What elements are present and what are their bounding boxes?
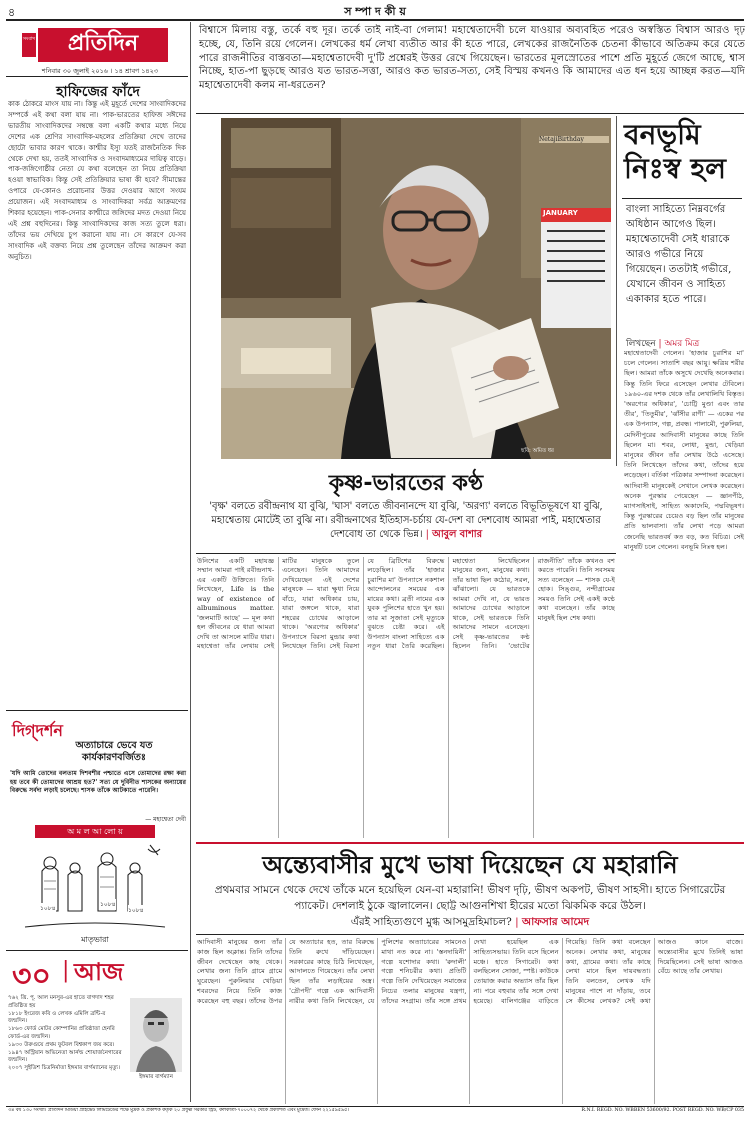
portrait-caption: ইঙ্গমার বার্গম্যান xyxy=(139,1074,173,1080)
bottom-rule-2 xyxy=(196,934,744,935)
calendar-top-text: NetajiBirthday xyxy=(539,136,609,143)
left-column-body: কাক ঠোকরে মাংস যায় না। কিন্তু এই মুহূর্তে দেশের সাংবাদিকদের সম্পর্কে এই কথা বলা যায় না। পাক-ভারতের হাফিজ সঈদের ভারতীয় সাংবাদিকদের সম্বন্ধে বলা একটি কথার মধ্যে নিয়ে দেশের এক শ্রেণির সাংবাদিক-মহলের প্রতিক্রিয়া দেখে তাদের ছোটো ভাবার কারণ থাকে। কাশ্মীর ইস্যু যতই রাজনৈতিক দিক থেকে দেখা হয়, ততই সাংবাদিক ও সংবাদমাধ্যমের দায়িত্ব বাড়ে। পাক-জঙ্গিগোষ্ঠীর নেতা যে কথা বলেছেন তা নিয়ে প্রতিক্রিয়া হওয়া স্বাভাবিক। কিন্তু সেই প্রতিক্রিয়ার ভাষা কী হবে? সীমান্তের ওপারে যে-কোনও প্ররোচনার উত্তর দেওয়ার আগে সংযম প্রয়োজন। এই সংবাদমাধ্যম ও সাংবাদিকরা সর্বত্র আক্রমণের শিকার হয়েছেন। পাক-সেনার কাশ্মীরে জঙ্গিদের মদত দেওয়া নিয়ে এই প্রশ্ন বহুদিনের। কিন্তু সাংবাদিকদের কাজ সত্য তুলে ধরা। তাঁদের ভয় দেখিয়ে চুপ করানো যায় না। সে কারণে যে-সব সাংবাদিক এই বক্তব্য নিয়ে প্রশ্ন তুলেছেন তাঁদের আক্রমণ করা অনুচিত। xyxy=(8,100,186,261)
mid-byline: আবুল বাশার xyxy=(432,528,482,540)
footer-rule xyxy=(6,1106,744,1107)
cartoon-header: অ ম ল আ লো য় xyxy=(35,825,155,838)
calendar-month: JANUARY xyxy=(543,209,578,217)
event-item: ১৯৩০ উরুগুয়ে প্রথম ফুটবল বিশ্বকাপ জয় করে। xyxy=(8,1041,115,1048)
bottom-article-title: অন্ত্যেবাসীর মুখে ভাষা দিয়েছেন যে মহারানি xyxy=(262,851,678,879)
masthead-date: শনিবার ৩০ জুলাই ২০১৬ । ১৪ শ্রাবণ ১৪২৩ xyxy=(41,67,159,75)
right-column-title-2: নিঃস্ব হল xyxy=(624,152,727,185)
right-column-title-1: বনভূমি xyxy=(624,118,701,151)
digdarshan-quote-author: — মহাশ্বেতা দেবী xyxy=(145,816,186,823)
digdarshan-subtitle: অত্যাচারে ভেবে যত কার্যকারণবর্জিতঃ xyxy=(75,740,153,763)
mid-article-body: উনিশের একটি মহাযজ্ঞ সম্মান আমরা পাই রবীন্দ্রনাথ-এর একটি উক্তিতে। তিনি লিখেছেন, Life is the way of existence of albuminous matter. 'জলমাটি আছে' — মূল কথা হল জীবনের যে ধারা আমরা দেখি তা আসলে মাটির ধারা। মহাশ্বেতা তাঁর লেখায় সেই মাটির মানুষকে তুলে এনেছেন। তিনি আমাদের দেখিয়েছেন এই দেশের মানুষকে — যারা ক্ষুধা নিয়ে বাঁচে, যারা অধিকার চায়, যারা জঙ্গলে থাকে, যারা শহরের চোখের আড়ালে থাকে। 'অরণ্যের অধিকার' উপন্যাসে বিরসা মুন্ডার কথা লিখেছেন তিনি। সেই বিরসা যে ব্রিটিশের বিরুদ্ধে লড়েছিল। তাঁর 'হাজার চুরাশির মা' উপন্যাসে নকশাল আন্দোলনের সময়ের এক মায়ের কথা। ব্রতী নামের এক যুবক পুলিশের হাতে খুন হয়। তার মা সুজাতা সেই মৃত্যুকে বুঝতে চেষ্টা করে। এই উপন্যাস বাংলা সাহিত্যে এক নতুন ধারা তৈরি করেছিল। মহাশ্বেতা লিখেছিলেন মানুষের জন্য, মানুষের কথা। তাঁর ভাষা ছিল কঠোর, সরল, ঝাঁঝালো। যে ভারতকে আমরা দেখি না, যে ভারত আমাদের চোখের আড়ালে থাকে, সেই ভারতকে তিনি আমাদের সামনে এনেছেন। সেই কৃষ্ণ-ভারতের কণ্ঠ ছিলেন তিনি। 'ভোটের রাজনীতি' তাঁকে কখনও বশ করতে পারেনি। তিনি সবসময় সত্য বলেছেন — শাসক যে-ই হোক। সিঙ্গুর, নন্দীগ্রামের সময়ও তিনি সেই একই কণ্ঠে কথা বলেছেন। তাঁর কাছে মানুষই ছিল শেষ কথা। xyxy=(197,557,615,651)
left-divider xyxy=(190,22,191,1102)
right-column-lead: বাংলা সাহিত্যে নিম্নবর্গের অধিষ্ঠান আগেও ছিল। মহাশ্বেতাদেবী সেই ধারাকে আরও গভীরে নিয়ে গিয়েছেন। ততটাই গভীরে, যেখানে জীবন ও সাহিত্য একাকার হতে পারে। xyxy=(626,204,732,305)
mid-byline-divider: | xyxy=(425,528,429,540)
bottom-article-body: আদিবাসী মানুষের জন্য তাঁর কাজ ছিল অক্লান্ত। তিনি তাঁদের জীবন দেখেছেন কাছ থেকে। লেখার জন্য তিনি গ্রামে গ্রামে ঘুরেছেন। পুরুলিয়ার খেড়িয়া শবরদের নিয়ে তিনি কাজ করেছেন বহু বছর। তাঁদের উপর যে অত্যাচার হত, তার বিরুদ্ধে তিনি রুখে দাঁড়িয়েছেন। সরকারের কাছে চিঠি লিখেছেন, আদালতে গিয়েছেন। তাঁর লেখা ছিল তাঁর লড়াইয়ের অস্ত্র। 'দ্রৌপদী' গল্পে এক আদিবাসী নারীর কথা তিনি লিখেছেন, যে পুলিশের অত্যাচারের সামনেও মাথা নত করে না। 'স্তনদায়িনী' গল্পে যশোদার কথা। 'রুদালী' গল্পে শনিচরীর কথা। প্রতিটি গল্পে তিনি দেখিয়েছেন সমাজের নিচের তলার মানুষের যন্ত্রণা, তাঁদের সংগ্রাম। তাঁর সঙ্গে প্রথম দেখা হয়েছিল এক সাহিত্যসভায়। তিনি বসে ছিলেন মঞ্চে। হাতে সিগারেট। কথা বলছিলেন সোজা, স্পষ্ট। কাউকে তোয়াজ করার অভ্যাস তাঁর ছিল না। পরে বহুবার তাঁর সঙ্গে দেখা হয়েছে। বালিগঞ্জের বাড়িতে গিয়েছি। তিনি কথা বলেছেন অনেক। লেখার কথা, মানুষের কথা, গ্রামের কথা। তাঁর কাছে লেখা মানে ছিল দায়বদ্ধতা। তিনি বলতেন, লেখক যদি মানুষের পাশে না দাঁড়ায়, তবে সে কীসের লেখক? সেই কথা আজও কানে বাজে। অন্ত্যেবাসীর মুখে তিনিই ভাষা দিয়েছিলেন। সেই ভাষা আজও বেঁচে আছে তাঁর লেখায়। xyxy=(197,938,743,1005)
byline-name: অমর মিত্র xyxy=(664,339,700,349)
bottom-rule xyxy=(196,842,744,844)
mid-lead-text: 'বৃক্ষ' বলতে রবীন্দ্রনাথ যা বুঝি, 'ঘাস' বলতে জীবনানন্দে যা বুঝি, 'অরণ্য' বলতে বিভূতিভূষণে যা বুঝি, মহাশ্বেতায় মোটেই তা বুঝি না। রবীন্দ্রনাথের ইতিহাস-চর্চায় যে-দেশ বা দেশবোধ আমরা পাই, মহাশ্বেতার দেশবোধ তা থেকে ভিন্ন। xyxy=(209,501,603,540)
right-rule xyxy=(622,198,742,199)
mid-article-title: কৃষ্ণ-ভারতের কণ্ঠ xyxy=(328,471,484,496)
editorial-rule xyxy=(196,113,744,114)
event-item: ১৮১৮ ইংরেজ কবি ও লেখক এমিলি ব্রন্টি-র জন্মদিন। xyxy=(8,1010,106,1025)
byline-prefix: লিখছেন xyxy=(626,339,656,349)
footer-reg: R.N.I. REGD. NO. WBBEN 53600/92. POST REGD. NO. WB/CP 035 xyxy=(581,1108,744,1113)
cartoon-tag-2: ১০৮৪ xyxy=(100,901,116,908)
bottom-article-lead: প্রথমবার সামনে থেকে দেখে তাঁকে মনে হয়েছিল যেন-বা মহারানি! ভীষণ দৃঢ়ি, ভীষণ অকপট, ভীষণ সাহসী। হাতে সিগারেটের প্যাকেট। দেশলাই ঠুকে জ্বালালেন। ছোট্ট আগুনশিখা হীরের মতো ঝিকমিক করে উঠল। xyxy=(214,884,726,912)
photo-credit: ছবি: অমিত ধর xyxy=(521,448,554,454)
today-slash: | xyxy=(62,958,70,983)
today-number: ৩০ xyxy=(12,959,52,994)
event-item: ১৯৪৭ অস্ট্রিয়ান অভিনেতা আর্নল্ড শোয়ার্জনেগারের জন্মদিন। xyxy=(8,1049,122,1064)
cartoon xyxy=(20,841,170,929)
mid-article-lead xyxy=(196,500,616,541)
right-column-body: মহাশ্বেতাদেবী গেলেন। 'হাজার চুরাশির মা' চলে গেলেন। সাতাশি বছর আয়ু। ক্ষত্রিয় শরীর ছিল। আমরা তাঁকে অসুখে দেখেছি অনেকবার। কিন্তু তিনি ফিরে এসেছেন লেখার টেবিলে। ১৯৬০-এর দশক থেকে তাঁর লেখালিখি বিস্তৃত। 'অরণ্যের অধিকার', 'চোট্টি মুণ্ডা এবং তার তীর', 'তিতুমীর', 'ঝাঁসীর রাণী' — একের পর এক উপন্যাস, গল্প, প্রবন্ধ। পালামৌ, পুরুলিয়া, মেদিনীপুরের আদিবাসী মানুষের কাছে তিনি ছিলেন মা। শবর, লোধা, মুন্ডা, খেড়িয়া মানুষের জীবন তাঁর লেখায় উঠে এসেছে। তিনি লিখেছেন তাঁদের কথা, তাঁদের হয়ে লড়েছেন। বর্তিকা পত্রিকার সম্পাদনা করেছেন। আদিবাসী মানুষকেই সেখানে লেখক করেছেন। অনেক পুরস্কার পেয়েছেন — জ্ঞানপীঠ, ম্যাগসাইসাই, সাহিত্য অকাদেমি, পদ্মবিভূষণ। কিন্তু পুরস্কারের চেয়েও বড় ছিল তাঁর মানুষের প্রতি ভালবাসা। তাঁর লেখা পড়ে আমরা জেনেছি ভারতবর্ষ কত বড়, কত বিচিত্র। সেই মানুষটি চলে গেলেন। বনভূমি নিঃস্ব হল। xyxy=(624,349,744,551)
event-item: ১৮৬৩ ফোর্ড মোটর কোম্পানির প্রতিষ্ঠাতা হেনরি ফোর্ড-এর জন্মদিন। xyxy=(8,1026,115,1040)
events-list xyxy=(8,995,126,1073)
bottom-byline-name: আফসার আমেদ xyxy=(521,916,590,928)
main-photo xyxy=(221,118,611,459)
bottom-article-byline xyxy=(210,915,730,932)
left-rule-2 xyxy=(6,710,188,711)
left-rule-3 xyxy=(6,950,188,951)
logo-small-text: সংবাদ xyxy=(22,33,36,57)
cartoon-caption: মাতৃভারা xyxy=(81,935,109,944)
digdarshan-quote: 'যদি আমি তোদের বলতাম দিশবশীর পশ্চাতে এসে তোমাদের রক্ষা করা হয় তবে কী তোমাদের আশ্রয় হত?' সত্য যে দুর্বিনীত শাসকের অন্যায়ের বিরুদ্ধে সর্বদা লড়াই চলেছে। শাসক তাঁকে আটকাতে পারেনি। xyxy=(10,770,186,794)
today-label: আজ xyxy=(74,958,124,986)
event-item: ৭৬২ খ্রি. পূ. আল মনসুর-এর হাতে বাগদাদ শহর প্রতিষ্ঠিত হয় xyxy=(8,995,114,1009)
bottom-byline-divider: | xyxy=(515,916,519,928)
page-number: ৪ xyxy=(8,6,16,19)
event-item: ২০০৭ সুইডিশ চিত্রনির্মাতা ইঙ্গমার বার্গম্যানের মৃত্যু। xyxy=(8,1065,121,1072)
header-rule xyxy=(6,19,744,21)
masthead-logo xyxy=(18,24,176,66)
byline-divider: | xyxy=(658,339,662,349)
left-rule xyxy=(6,76,188,77)
bergman-portrait xyxy=(130,998,182,1072)
cartoon-tag-1: ১০৮৪ xyxy=(40,905,56,912)
right-divider xyxy=(616,116,617,466)
section-title: স ম্পা দ কী য় xyxy=(344,5,406,18)
mid-rule xyxy=(196,553,616,554)
footer-text: ৩৪ বর্ষ ১৩০ সংখ্যা। প্রতিদিন মিডিয়া প্রাইভেট লিমিটেডের পক্ষে মুদ্রক ও প্রকাশক কর্তৃক ২০ প্রফুল্ল সরকার স্ট্রিট, কলকাতা-৭০০০৭২ থেকে প্রকাশিত এবং মুদ্রিত। ফোন ২২১৫৯৫৯৫। xyxy=(8,1108,349,1113)
bottom-byline-prefix: এঁরই সাহিত্যগুণে মুগ্ধ আসমুদ্রহিমাচল? xyxy=(350,916,512,928)
top-editorial: বিশ্বাসে মিলায় বস্তু, তর্কে বহু দূর। তর্কে তাই নাই-বা গেলাম! মহাশ্বেতাদেবী চলে যাওয়ার অব্যবহিত পরেও অস্বস্তিত বিশ্বাস আরও দৃঢ় হচ্ছে, যে, তিনি রয়ে গেলেন। লেখকের ধর্ম লেখা ব্যতীত আর কী হতে পারে, লেখকের রাজনৈতিক চেতনা কীভাবে অতিক্রম করে যেতে পারে রাজনীতির বাস্তবতা—মহাশ্বেতাদেবী দু'টি প্রশ্নেরই উত্তর রেখে গিয়েছেন। ভারতের মূলস্রোতের পাশে প্রতি মুহূর্তে জেগে আছে, শ্বাস নিচ্ছে, হাত-পা ছুড়ছে আরও যত ভারত-সত্তা, আরও কত ভারত-সত্য, সেই বিস্ময় কখনও কি আমাদের এত ধন হয়ে আচ্ছন্ন করত—যদি মহাশ্বেতাদেবী কলম না-ধরতেন? xyxy=(199,25,745,92)
left-column-title: হাফিজের ফাঁদে xyxy=(56,84,140,100)
digdarshan-title: দিগ্‌দর্শন xyxy=(12,721,63,740)
cartoon-tag-3: ১০৮৪ xyxy=(128,907,144,914)
logo-text: প্রতিদিন xyxy=(38,28,168,62)
